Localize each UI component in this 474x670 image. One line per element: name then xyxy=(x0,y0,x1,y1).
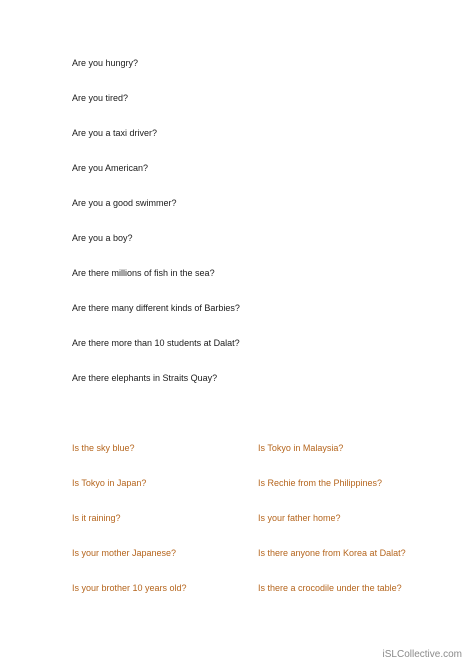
orange-question-left-1: Is the sky blue? xyxy=(72,443,135,453)
black-question-6: Are you a boy? xyxy=(72,233,133,243)
black-question-9: Are there more than 10 students at Dalat? xyxy=(72,338,240,348)
orange-question-right-2: Is Rechie from the Philippines? xyxy=(258,478,383,488)
orange-question-right-3: Is your father home? xyxy=(258,513,341,523)
black-question-8: Are there many different kinds of Barbies? xyxy=(72,303,240,313)
orange-question-left-2: Is Tokyo in Japan? xyxy=(72,478,147,488)
orange-question-left-5: Is your brother 10 years old? xyxy=(72,583,187,593)
orange-question-left-3: Is it raining? xyxy=(72,513,121,523)
black-question-4: Are you American? xyxy=(72,163,149,173)
black-question-3: Are you a taxi driver? xyxy=(72,128,158,138)
black-question-2: Are you tired? xyxy=(72,93,129,103)
black-question-7: Are there millions of fish in the sea? xyxy=(72,268,215,278)
black-question-1: Are you hungry? xyxy=(72,58,139,68)
black-question-10: Are there elephants in Straits Quay? xyxy=(72,373,218,383)
orange-question-right-5: Is there a crocodile under the table? xyxy=(258,583,402,593)
orange-question-left-4: Is your mother Japanese? xyxy=(72,548,177,558)
black-question-5: Are you a good swimmer? xyxy=(72,198,177,208)
watermark: iSLCollective.com xyxy=(382,649,462,660)
orange-question-right-4: Is there anyone from Korea at Dalat? xyxy=(258,548,406,558)
orange-question-right-1: Is Tokyo in Malaysia? xyxy=(258,443,344,453)
